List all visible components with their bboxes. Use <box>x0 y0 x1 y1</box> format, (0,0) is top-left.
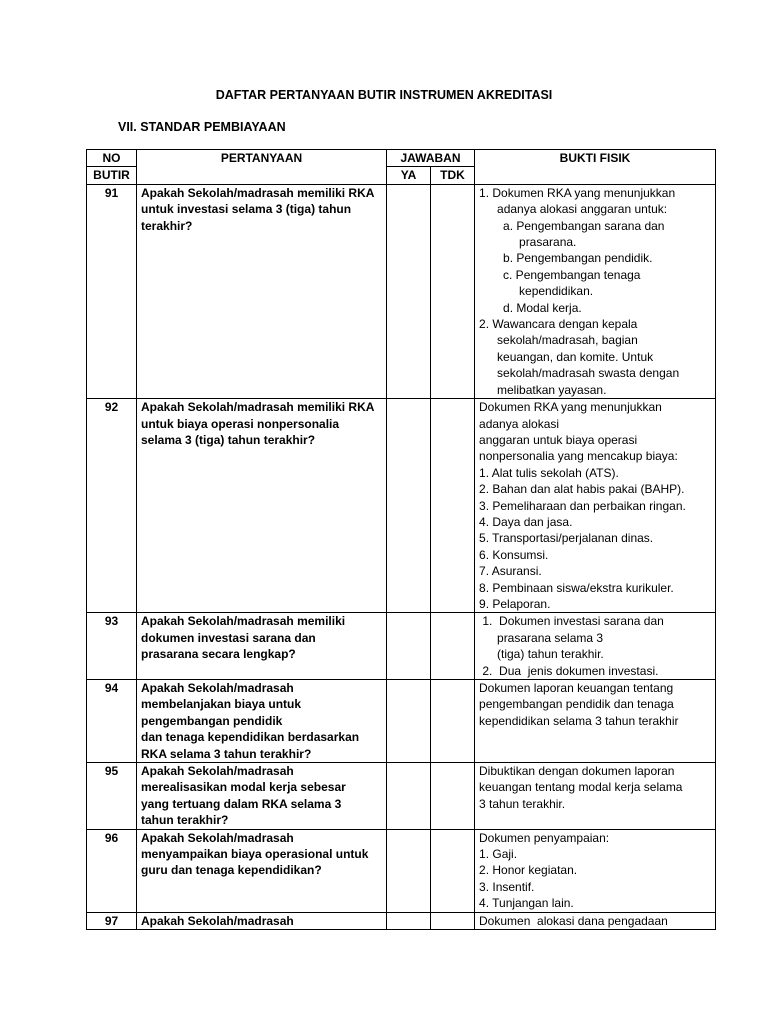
question-line: prasarana secara lengkap? <box>141 647 296 662</box>
question-line: Apakah Sekolah/madrasah <box>141 913 294 928</box>
item-number: 97 <box>87 912 137 929</box>
evidence-cell <box>475 184 716 398</box>
header-pertanyaan: PERTANYAAN <box>137 150 387 185</box>
evidence-line: 1. Alat tulis sekolah (ATS). <box>479 465 619 480</box>
question-line: guru dan tenaga kependidikan? <box>141 863 322 878</box>
evidence-line: 1. Gaji. <box>479 847 518 862</box>
evidence-line: Dokumen penyampaian: <box>479 830 610 845</box>
evidence-line: Dokumen laporan keuangan tentang <box>479 681 674 695</box>
evidence-cell <box>475 399 716 613</box>
instrument-table <box>86 149 716 930</box>
evidence-line: 3. Insentif. <box>479 879 535 894</box>
evidence-line: a. Pengembangan sarana dan <box>503 218 665 233</box>
evidence-cell <box>475 912 716 929</box>
question-line: Apakah Sekolah/madrasah <box>141 830 294 845</box>
answer-ya-cell[interactable] <box>387 399 431 613</box>
table-row <box>87 613 716 680</box>
question-line: RKA selama 3 tahun terakhir? <box>141 746 312 761</box>
answer-tdk-cell[interactable] <box>431 399 475 613</box>
evidence-line: 5. Transportasi/perjalanan dinas. <box>479 531 654 546</box>
evidence-line: adanya alokasi <box>479 416 560 431</box>
item-number: 91 <box>87 184 137 398</box>
evidence-line: kependidikan selama 3 tahun terakhir <box>479 713 679 728</box>
header-row-1 <box>87 150 716 167</box>
answer-ya-cell[interactable] <box>387 680 431 763</box>
evidence-line: pengembangan pendidik dan tenaga <box>479 697 674 712</box>
answer-tdk-cell[interactable] <box>431 912 475 929</box>
table-row <box>87 184 716 398</box>
item-number: 95 <box>87 763 137 830</box>
question-line: tahun terakhir? <box>141 813 229 828</box>
section-heading: VII. STANDAR PEMBIAYAAN <box>118 120 286 134</box>
document-title: DAFTAR PERTANYAAN BUTIR INSTRUMEN AKREDITASI <box>215 88 553 102</box>
evidence-line: c. Pengembangan tenaga <box>503 267 641 282</box>
header-jawaban: JAWABAN <box>387 150 475 167</box>
evidence-line: melibatkan yayasan. <box>497 382 607 397</box>
question-line: dan tenaga kependidikan berdasarkan <box>141 730 360 745</box>
evidence-line: keuangan tentang modal kerja selama <box>479 780 683 795</box>
evidence-line: anggaran untuk biaya operasi <box>479 432 638 447</box>
answer-tdk-cell[interactable] <box>431 829 475 912</box>
evidence-line: 8. Pembinaan siswa/ekstra kurikuler. <box>479 580 674 595</box>
question-line: untuk investasi selama 3 (tiga) tahun <box>141 202 352 217</box>
header-bukti-fisik: BUKTI FISIK <box>475 150 716 185</box>
evidence-line: 4. Daya dan jasa. <box>479 514 573 529</box>
item-number: 96 <box>87 829 137 912</box>
question-cell <box>137 680 387 763</box>
question-line: Apakah Sekolah/madrasah <box>141 681 294 695</box>
question-cell <box>137 829 387 912</box>
answer-ya-cell[interactable] <box>387 613 431 680</box>
answer-ya-cell[interactable] <box>387 184 431 398</box>
question-line: untuk biaya operasi nonpersonalia <box>141 416 340 431</box>
evidence-line: 3. Pemeliharaan dan perbaikan ringan. <box>479 498 686 513</box>
evidence-line: nonpersonalia yang mencakup biaya: <box>479 449 678 464</box>
answer-ya-cell[interactable] <box>387 912 431 929</box>
question-line: Apakah Sekolah/madrasah memiliki <box>141 614 346 629</box>
evidence-line: b. Pengembangan pendidik. <box>503 251 653 266</box>
question-cell <box>137 763 387 830</box>
question-line: membelanjakan biaya untuk <box>141 697 302 712</box>
evidence-line: 7. Asuransi. <box>479 564 542 579</box>
table-row <box>87 829 716 912</box>
evidence-line: prasarana selama 3 <box>497 630 604 645</box>
evidence-line: 9. Pelaporan. <box>479 596 551 611</box>
question-cell <box>137 399 387 613</box>
question-line: dokumen investasi sarana dan <box>141 630 316 645</box>
question-cell <box>137 613 387 680</box>
table-row <box>87 399 716 613</box>
evidence-line: adanya alokasi anggaran untuk: <box>497 202 668 217</box>
answer-tdk-cell[interactable] <box>431 680 475 763</box>
question-cell <box>137 184 387 398</box>
evidence-line: sekolah/madrasah swasta dengan <box>497 366 680 381</box>
evidence-line: Dokumen alokasi dana pengadaan <box>479 913 668 928</box>
header-no: NO <box>87 150 137 167</box>
question-line: merealisasikan modal kerja sebesar <box>141 780 346 795</box>
answer-ya-cell[interactable] <box>387 829 431 912</box>
evidence-line: 2. Bahan dan alat habis pakai (BAHP). <box>479 482 685 497</box>
evidence-line: 4. Tunjangan lain. <box>479 896 574 911</box>
evidence-line: prasarana. <box>519 235 577 250</box>
evidence-cell <box>475 763 716 830</box>
question-line: Apakah Sekolah/madrasah <box>141 764 294 779</box>
evidence-cell <box>475 829 716 912</box>
evidence-line: 6. Konsumsi. <box>479 547 549 562</box>
evidence-line: 2. Dua jenis dokumen investasi. <box>479 663 659 678</box>
header-tdk: TDK <box>431 167 475 184</box>
evidence-line: 2. Wawancara dengan kepala <box>479 317 638 332</box>
evidence-line: 1. Dokumen investasi sarana dan <box>479 614 664 629</box>
evidence-line: sekolah/madrasah, bagian <box>497 333 638 348</box>
answer-tdk-cell[interactable] <box>431 613 475 680</box>
evidence-line: Dokumen RKA yang menunjukkan <box>479 400 662 415</box>
evidence-line: 1. Dokumen RKA yang menunjukkan <box>479 185 676 200</box>
evidence-line: d. Modal kerja. <box>503 300 582 315</box>
evidence-line: Dibuktikan dengan dokumen laporan <box>479 764 675 779</box>
evidence-cell <box>475 680 716 763</box>
question-line: pengembangan pendidik <box>141 713 283 728</box>
evidence-line: 3 tahun terakhir. <box>479 796 566 811</box>
question-line: menyampaikan biaya operasional untuk <box>141 847 369 862</box>
table-row <box>87 763 716 830</box>
evidence-line: 2. Honor kegiatan. <box>479 863 578 878</box>
header-butir: BUTIR <box>87 167 137 184</box>
evidence-line: kependidikan. <box>519 284 594 299</box>
question-line: yang tertuang dalam RKA selama 3 <box>141 796 342 811</box>
table-row <box>87 680 716 763</box>
evidence-cell <box>475 613 716 680</box>
item-number: 93 <box>87 613 137 680</box>
item-number: 92 <box>87 399 137 613</box>
answer-tdk-cell[interactable] <box>431 184 475 398</box>
answer-tdk-cell[interactable] <box>431 763 475 830</box>
item-number: 94 <box>87 680 137 763</box>
question-line: Apakah Sekolah/madrasah memiliki RKA <box>141 400 375 415</box>
question-line: selama 3 (tiga) tahun terakhir? <box>141 432 316 447</box>
evidence-line: (tiga) tahun terakhir. <box>497 647 604 662</box>
table-row <box>87 912 716 929</box>
question-line: Apakah Sekolah/madrasah memiliki RKA <box>141 185 375 200</box>
evidence-line: keuangan, dan komite. Untuk <box>497 349 654 364</box>
answer-ya-cell[interactable] <box>387 763 431 830</box>
question-cell <box>137 912 387 929</box>
header-ya: YA <box>387 167 431 184</box>
question-line: terakhir? <box>141 218 193 233</box>
